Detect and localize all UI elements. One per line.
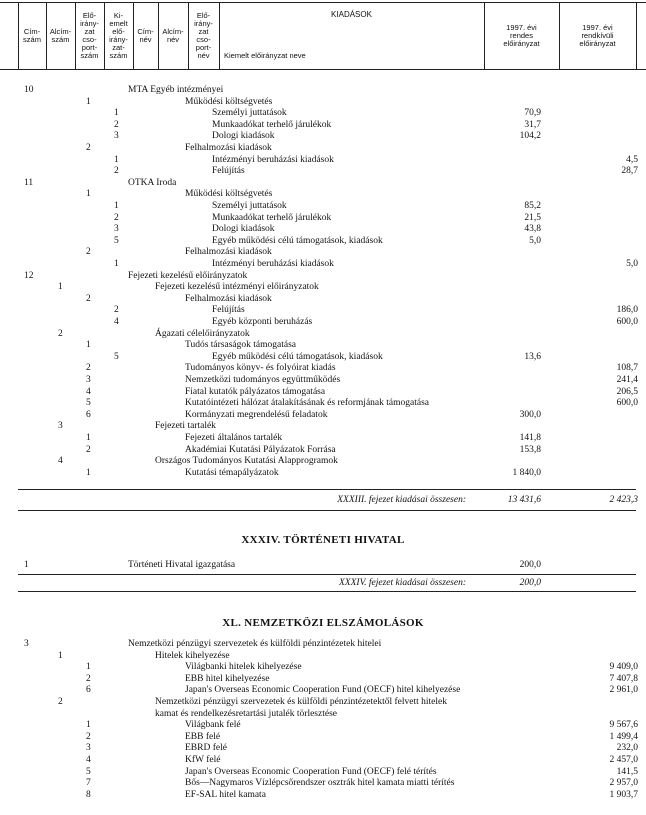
row-label: Egyéb működési célú támogatások, kiadások [212, 351, 383, 362]
row-eloiranyzat-csoport-szam: 1 [86, 467, 91, 478]
table-row [0, 719, 646, 731]
row-alcim-szam: 2 [58, 328, 63, 339]
row-eloiranyzat-csoport-szam: 2 [86, 444, 91, 455]
table-row [0, 316, 646, 328]
row-eloiranyzat-csoport-szam: 7 [86, 778, 91, 789]
table-row [0, 130, 646, 142]
row-eloiranyzat-csoport-szam: 2 [86, 673, 91, 684]
row-label: kamat és rendelkezésretartási jutalék törlesztése [155, 708, 337, 719]
row-label: Japan's Overseas Economic Cooperation Fund (OECF) hitel kihelyezése [185, 685, 461, 696]
row-label: Világbanki hitelek kihelyezése [185, 662, 302, 673]
table-row [0, 661, 646, 673]
row-label: EBB felé [185, 731, 221, 742]
row-label: Felhalmozási kiadások [185, 247, 272, 258]
header-alcim-szam: Alcím- szám [49, 26, 72, 44]
row-label: Akadémiai Kutatási Pályázatok Forrása [185, 444, 336, 455]
table-row [0, 351, 646, 363]
row-cim-szam: 11 [24, 177, 34, 188]
table-row [0, 638, 646, 650]
row-value-rendkivuli: 28,7 [621, 166, 638, 177]
table-row [0, 119, 646, 131]
row-label: Dologi kiadások [212, 131, 275, 142]
row-label: EBRD felé [185, 743, 227, 754]
row-kiemelt-szam: 2 [114, 305, 119, 316]
row-label: Személyi juttatások [212, 201, 287, 211]
row-value-rendkivuli: 7 407,8 [609, 673, 638, 684]
table-row [0, 235, 646, 247]
row-eloiranyzat-csoport-szam: 8 [86, 789, 91, 800]
table-row [0, 84, 646, 96]
row-label: Munkaadókat terhelő járulékok [212, 212, 332, 223]
table-row [0, 270, 646, 282]
row-label: Működési költségvetés [185, 96, 273, 107]
total-bottom-rule [18, 591, 636, 592]
total-xxxiv-row [0, 577, 646, 590]
row-value-rendes: 300,0 [519, 409, 541, 420]
row-eloiranyzat-csoport-szam: 6 [86, 409, 91, 420]
row-label: Személyi juttatások [212, 108, 287, 119]
table-row [0, 673, 646, 685]
table-row [0, 328, 646, 340]
table-row [0, 420, 646, 432]
header-kiemelt-eloiranyzat-neve: Kiemelt előirányzat neve [224, 51, 306, 60]
row-eloiranyzat-csoport-szam: 4 [86, 386, 91, 397]
row-value-rendes: 13,6 [524, 351, 541, 362]
row-eloiranyzat-csoport-szam: 1 [86, 340, 91, 351]
row-eloiranyzat-csoport-szam: 1 [86, 662, 91, 673]
header-kiemelt-eloiranyzat-szam: Ki- emelt elő- irány- zat- szám [109, 10, 128, 60]
row-label: Japan's Overseas Economic Cooperation Fund (OECF) felé térítés [185, 766, 437, 777]
row-eloiranyzat-csoport-szam: 3 [86, 743, 91, 754]
table-row [0, 281, 646, 293]
row-label: Fejezeti tartalék [155, 421, 216, 432]
header-1997-rendkivuli: 1997. évi rendkívüli előirányzat [579, 22, 616, 48]
table-row [0, 165, 646, 177]
section-title-xl: XL. NEMZETKÖZI ELSZÁMOLÁSOK [222, 617, 424, 629]
row-cim-szam: 10 [24, 85, 34, 95]
row-label: Kormányzati megrendelésű feladatok [185, 409, 328, 420]
row-eloiranyzat-csoport-szam: 1 [86, 433, 91, 443]
row-alcim-szam: 4 [58, 456, 63, 467]
header-kiadasok: KIADÁSOK [331, 10, 372, 19]
row-value-rendkivuli: 1 499,4 [609, 731, 638, 742]
row-value-rendkivuli: 232,0 [616, 743, 638, 754]
total-rule [18, 489, 636, 490]
row-label: Felújítás [212, 305, 245, 316]
row-value-rendes: 21,5 [524, 212, 541, 223]
header-eloiranyzat-csoport-szam: Elő- irány- zat cso- port- szám [80, 10, 99, 60]
total-xxxiv-v1: 200,0 [519, 578, 541, 588]
header-1997-rendes: 1997. évi rendes előirányzat [503, 22, 540, 48]
row-value-rendkivuli: 9 567,6 [609, 720, 638, 731]
table-row [0, 223, 646, 235]
table-row [0, 455, 646, 467]
table-row [0, 188, 646, 200]
row-eloiranyzat-csoport-szam: 2 [86, 293, 91, 304]
row-label: Tudós társaságok támogatása [185, 340, 296, 351]
row-kiemelt-szam: 1 [114, 201, 119, 211]
row-label: Világbank felé [185, 720, 241, 731]
row-label: Felhalmozási kiadások [185, 143, 272, 153]
table-row [0, 742, 646, 754]
table-row [0, 177, 646, 189]
row-value-rendkivuli: 600,0 [616, 398, 638, 409]
row-cim-szam: 1 [24, 560, 29, 570]
row-cim-szam: 12 [24, 270, 34, 281]
row-label: Nemzetközi pénzügyi szervezetek és külföldi pénzintézetek hitelei [128, 639, 382, 649]
row-label: KfW felé [185, 755, 221, 765]
table-row [0, 444, 646, 456]
row-label: Működési költségvetés [185, 189, 273, 200]
row-kiemelt-szam: 2 [114, 212, 119, 223]
row-value-rendkivuli: 4,5 [626, 154, 638, 165]
row-value-rendes: 141,8 [519, 433, 541, 443]
row-kiemelt-szam: 5 [114, 351, 119, 362]
section-title-xxxiv: XXXIV. TÖRTÉNETI HIVATAL [241, 534, 405, 546]
row-value-rendkivuli: 5,0 [626, 259, 638, 269]
row-value-rendes: 1 840,0 [512, 467, 541, 478]
total-xxxiii-v1: 13 431,6 [507, 495, 541, 505]
table-row [0, 293, 646, 305]
table-row [0, 777, 646, 789]
row-value-rendes: 70,9 [524, 108, 541, 119]
header-eloiranyzat-csoport-nev: Elő- irány- zat cso- port- név [194, 10, 213, 60]
row-label: MTA Egyéb intézményei [128, 85, 224, 95]
row-kiemelt-szam: 5 [114, 235, 119, 246]
table-row [0, 650, 646, 662]
row-label: Tudományos könyv- és folyóirat kiadás [185, 363, 336, 374]
header-cim-nev: Cím- név [137, 26, 154, 44]
row-value-rendkivuli: 206,5 [616, 386, 638, 397]
row-value-rendes: 200,0 [519, 560, 541, 570]
table-row [0, 684, 646, 696]
row-label: Kutatási témapályázatok [185, 467, 279, 478]
table-row [0, 258, 646, 270]
table-row [0, 731, 646, 743]
row-kiemelt-szam: 1 [114, 259, 119, 269]
row-eloiranyzat-csoport-szam: 2 [86, 731, 91, 742]
table-row [0, 96, 646, 108]
table-row [0, 432, 646, 444]
row-kiemelt-szam: 3 [114, 224, 119, 235]
row-label: Egyéb központi beruházás [212, 317, 313, 327]
row-eloiranyzat-csoport-szam: 1 [86, 720, 91, 731]
row-eloiranyzat-csoport-szam: 1 [86, 189, 91, 200]
row-kiemelt-szam: 2 [114, 119, 119, 130]
row-value-rendkivuli: 2 957,0 [609, 778, 638, 789]
row-value-rendes: 43,8 [524, 224, 541, 235]
row-label: OTKA Iroda [128, 177, 177, 188]
row-eloiranyzat-csoport-szam: 3 [86, 375, 91, 385]
table-header [0, 0, 646, 70]
table-row [0, 766, 646, 778]
row-cim-szam: 3 [24, 639, 29, 649]
row-alcim-szam: 1 [58, 650, 63, 661]
row-value-rendes: 31,7 [524, 119, 541, 130]
row-label: Kutatóintézeti hálózat átalakításának és reformjának támogatása [185, 398, 429, 409]
row-eloiranyzat-csoport-szam: 2 [86, 143, 91, 153]
table-row [0, 789, 646, 801]
header-cim-szam: Cím- szám [23, 26, 41, 44]
row-kiemelt-szam: 2 [114, 166, 119, 177]
table-row [0, 304, 646, 316]
table-row [0, 154, 646, 166]
row-alcim-szam: 1 [58, 282, 63, 293]
row-kiemelt-szam: 1 [114, 108, 119, 119]
table-row [0, 386, 646, 398]
row-value-rendkivuli: 600,0 [616, 317, 638, 327]
total-rule [18, 574, 636, 575]
row-label: Nemzetközi tudományos együttműködés [185, 375, 341, 385]
row-value-rendes: 5,0 [529, 235, 541, 246]
row-value-rendkivuli: 186,0 [616, 305, 638, 316]
row-eloiranyzat-csoport-szam: 2 [86, 363, 91, 374]
header-alcim-nev: Alcím- név [162, 26, 184, 44]
table-row [0, 467, 646, 479]
row-label: Fiatal kutatók pályázatos támogatása [185, 386, 326, 397]
row-value-rendkivuli: 2 961,0 [609, 685, 638, 696]
row-label: Fejezeti általános tartalék [185, 433, 283, 443]
row-label: Történeti Hivatal igazgatása [128, 560, 236, 570]
total-xxxiv-label: XXXIV. fejezet kiadásai összesen: [339, 578, 466, 588]
row-label: Munkaadókat terhelő járulékok [212, 119, 332, 130]
table-row [0, 246, 646, 258]
table-row [0, 374, 646, 386]
table-row [0, 559, 646, 571]
row-value-rendkivuli: 141,5 [616, 766, 638, 777]
row-value-rendes: 153,8 [519, 444, 541, 455]
row-label: Országos Tudományos Kutatási Alapprogramok [155, 456, 338, 467]
row-label: EF-SAL hitel kamata [185, 789, 266, 800]
row-eloiranyzat-csoport-szam: 5 [86, 398, 91, 409]
row-value-rendkivuli: 2 457,0 [609, 755, 638, 765]
header-bottom-rule [0, 69, 646, 70]
row-eloiranyzat-csoport-szam: 5 [86, 766, 91, 777]
row-label: Fejezeti kezelésű intézményi előirányzatok [155, 282, 319, 293]
table-row [0, 142, 646, 154]
table-row [0, 754, 646, 766]
row-label: Ágazati célelőirányzatok [155, 328, 250, 339]
row-label: Hitelek kihelyezése [155, 650, 230, 661]
table-row [0, 339, 646, 351]
table-row [0, 696, 646, 708]
table-row [0, 212, 646, 224]
row-label: Egyéb működési célú támogatások, kiadások [212, 235, 383, 246]
row-kiemelt-szam: 1 [114, 154, 119, 165]
row-kiemelt-szam: 4 [114, 317, 119, 327]
row-value-rendes: 104,2 [519, 131, 541, 142]
row-eloiranyzat-csoport-szam: 6 [86, 685, 91, 696]
table-row [0, 107, 646, 119]
row-kiemelt-szam: 3 [114, 131, 119, 142]
row-value-rendkivuli: 1 903,7 [609, 789, 638, 800]
total-xxxiii-row [0, 494, 646, 507]
row-alcim-szam: 2 [58, 697, 63, 707]
row-value-rendkivuli: 9 409,0 [609, 662, 638, 673]
total-xxxiii-v2: 2 423,3 [609, 495, 638, 505]
row-eloiranyzat-csoport-szam: 4 [86, 755, 91, 765]
row-value-rendkivuli: 108,7 [616, 363, 638, 374]
table-row [0, 708, 646, 720]
row-label: Felújítás [212, 166, 245, 177]
row-label: Fejezeti kezelésű előirányzatok [128, 270, 248, 281]
row-alcim-szam: 3 [58, 421, 63, 432]
row-eloiranyzat-csoport-szam: 1 [86, 96, 91, 107]
total-xxxiii-label: XXXIII. fejezet kiadásai összesen: [337, 495, 466, 505]
table-row [0, 200, 646, 212]
row-eloiranyzat-csoport-szam: 2 [86, 247, 91, 258]
table-row [0, 409, 646, 421]
row-label: Intézményi beruházási kiadások [212, 154, 334, 165]
row-value-rendes: 85,2 [524, 201, 541, 211]
header-divider [636, 2, 637, 70]
table-row [0, 362, 646, 374]
row-label: EBB hitel kihelyezése [185, 673, 270, 684]
row-label: Bős—Nagymaros Vízlépcsőrendszer osztrák hitel kamata miatti térítés [185, 778, 455, 789]
row-label: Nemzetközi pénzügyi szervezetek és külföldi pénzintézetektől felvett hitelek [155, 697, 447, 707]
row-label: Intézményi beruházási kiadások [212, 259, 334, 269]
table-row [0, 397, 646, 409]
total-bottom-rule [18, 510, 636, 511]
row-label: Felhalmozási kiadások [185, 293, 272, 304]
row-value-rendkivuli: 241,4 [616, 375, 638, 385]
row-label: Dologi kiadások [212, 224, 275, 235]
